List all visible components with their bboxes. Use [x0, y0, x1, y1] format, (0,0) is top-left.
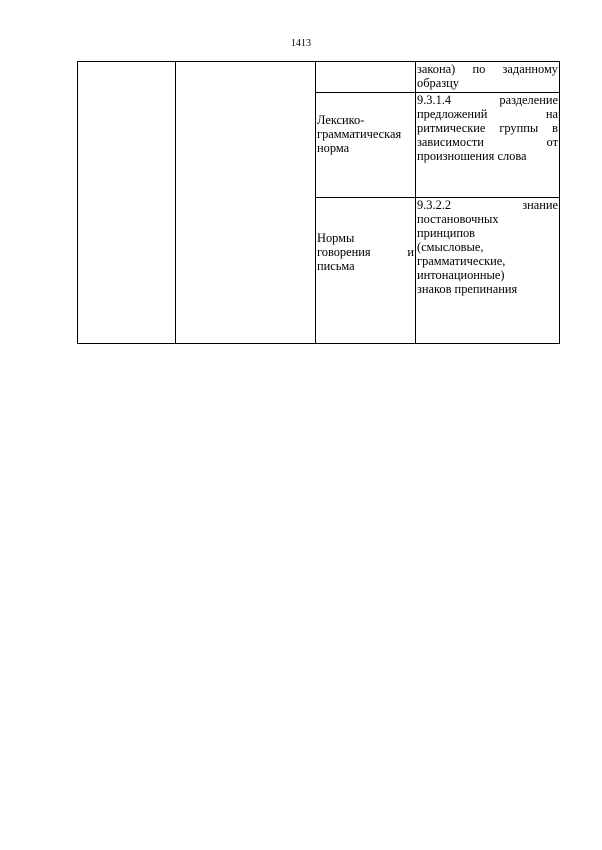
- cell-line: постановочных: [417, 212, 499, 226]
- table-cell-col4: [416, 93, 560, 198]
- cell-line: образцу: [417, 76, 459, 90]
- table-cell-col1: [78, 62, 176, 344]
- cell-line: зависимости от: [417, 135, 558, 149]
- page-number: 1413: [291, 38, 311, 49]
- table-cell-col4: [416, 62, 560, 93]
- table-cell-col3: [316, 62, 416, 93]
- table-cell-col2: [176, 62, 316, 344]
- cell-line: ритмические группы в: [417, 121, 558, 135]
- cell-line: произношения слова: [417, 149, 527, 163]
- table-row: [78, 62, 560, 93]
- table-cell-col3: [316, 93, 416, 198]
- cell-word: и: [407, 245, 414, 259]
- cell-line: (смысловые,: [417, 240, 484, 254]
- cell-line: грамматические,: [417, 254, 506, 268]
- cell-line: предложений на: [417, 107, 558, 121]
- cell-line: грамматическая: [317, 127, 402, 141]
- cell-line: принципов: [417, 226, 476, 240]
- item-code: 9.3.1.4: [417, 93, 452, 107]
- cell-line: знаков препинания: [417, 282, 518, 296]
- cell-line: интонационные): [417, 268, 505, 282]
- content-table: [77, 61, 560, 344]
- cell-line: [417, 93, 558, 107]
- cell-line: письма: [317, 259, 355, 273]
- cell-line: [317, 245, 414, 259]
- table-cell-col3: [316, 198, 416, 344]
- cell-line: Нормы: [317, 231, 355, 245]
- cell-word: говорения: [317, 245, 371, 259]
- item-word: знание: [522, 198, 558, 212]
- cell-line: закона) по заданному: [417, 62, 558, 76]
- item-word: разделение: [499, 93, 558, 107]
- cell-line: [417, 198, 558, 212]
- cell-line: Лексико-: [317, 113, 365, 127]
- cell-line: норма: [317, 141, 350, 155]
- table-cell-col4: [416, 198, 560, 344]
- item-code: 9.3.2.2: [417, 198, 452, 212]
